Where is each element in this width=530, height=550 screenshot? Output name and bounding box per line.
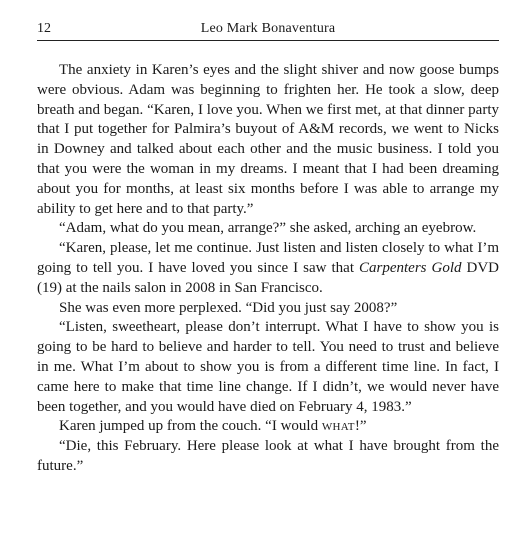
paragraph: “Die, this February. Here please look at what I have brought from the future.” [37, 438, 499, 474]
paragraph-text: DVD (19) at the nails salon in 2008 in San Francisco. [37, 259, 499, 296]
paragraph [37, 239, 499, 298]
paragraph: She was even more perplexed. “Did you just say 2008?” [59, 299, 398, 316]
paragraph: The anxiety in Karen’s eyes and the slight shiver and now goose bumps were obvious. Adam was beginning to frighten her. He took a slow, deep breath and began. “Karen, I love you. When we first met, at that dinner party that I put together for Palmira’s buyout of A&M records, we went to Nicks in Downey and talked about each other and the music business. I told you that you were the woman in my dreams. I meant that I had been dreaming about you for months, at least six months before I was able to arrange my ability to get here and to that party.” [37, 62, 499, 217]
body-text [37, 61, 499, 477]
book-page [37, 18, 499, 477]
emphasis-word: what [321, 418, 355, 435]
paragraph-text: Karen jumped up from the couch. “I would [59, 418, 322, 435]
author-name: Leo Mark Bonaventura [200, 21, 336, 36]
paragraph-text: !” [354, 418, 367, 435]
page-number: 12 [37, 21, 51, 36]
paragraph: “Adam, what do you mean, arrange?” she asked, arching an eyebrow. [59, 220, 477, 237]
running-header [37, 18, 499, 41]
dvd-title: Carpenters Gold [359, 259, 462, 276]
paragraph [37, 417, 499, 437]
paragraph: “Listen, sweetheart, please don’t interrupt. What I have to show you is going to be hard to believe and harder to tell. You need to trust and believe in me. What I’m about to show you is from a different time line. In fact, I came here to make that time line change. If I didn’t, we would never have been together, and you would have died on February 4, 1983.” [37, 319, 499, 415]
paragraph-text: “Karen, please, let me continue. Just listen and listen closely to what I’m going to tell you. I have loved you since I saw that [37, 240, 499, 276]
